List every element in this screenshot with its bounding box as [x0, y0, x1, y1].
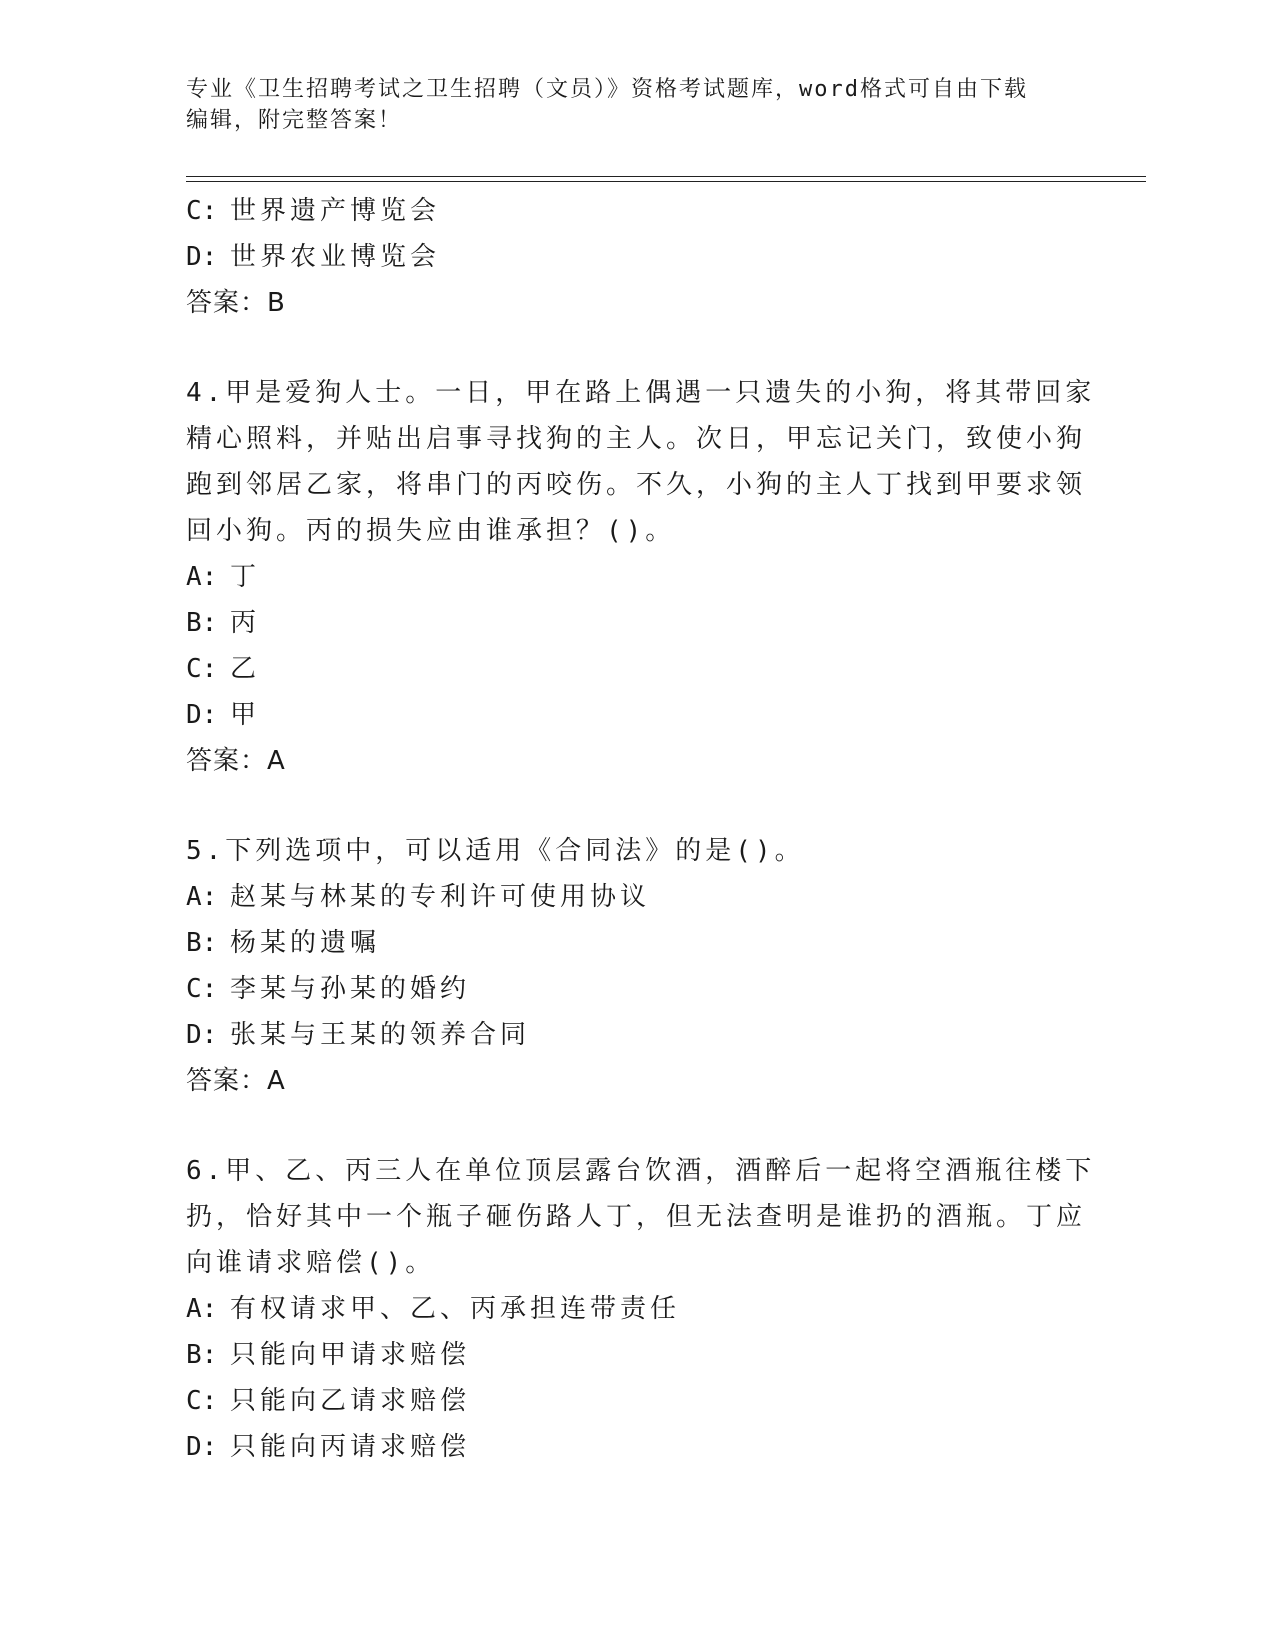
question-3-tail	[186, 188, 1086, 326]
spacer	[186, 326, 1086, 370]
option-letter: D:	[186, 700, 218, 730]
question-5	[186, 828, 1086, 1104]
option-letter: B:	[186, 928, 218, 958]
answer-line: 答案：A	[186, 1066, 286, 1096]
question-stem	[186, 828, 1086, 874]
option-d	[186, 1012, 1086, 1058]
question-stem	[186, 370, 1096, 554]
option-text: 只能向乙请求赔偿	[230, 1386, 471, 1416]
option-text: 有权请求甲、乙、丙承担连带责任	[230, 1294, 681, 1324]
answer-line: 答案：B	[186, 288, 286, 318]
option-letter: B:	[186, 608, 218, 638]
option-letter: A:	[186, 882, 218, 912]
option-letter: A:	[186, 1294, 218, 1324]
option-a	[186, 554, 1086, 600]
option-d	[186, 1424, 1086, 1470]
option-b	[186, 600, 1086, 646]
option-letter: D:	[186, 242, 218, 272]
option-text: 杨某的遗嘱	[230, 928, 381, 958]
option-letter: C:	[186, 1386, 218, 1416]
option-letter: D:	[186, 1432, 218, 1462]
stem-line: 扔，恰好其中一个瓶子砸伤路人丁，但无法查明是谁扔的酒瓶。丁应	[186, 1202, 1087, 1232]
option-text: 张某与王某的领养合同	[230, 1020, 531, 1050]
stem-line: 6.甲、乙、丙三人在单位顶层露台饮酒，酒醉后一起将空酒瓶往楼下	[186, 1156, 1096, 1186]
option-letter: C:	[186, 196, 218, 226]
option-text: 世界遗产博览会	[230, 196, 441, 226]
option-letter: C:	[186, 974, 218, 1004]
question-4	[186, 370, 1096, 784]
option-c	[186, 188, 1086, 234]
option-text: 甲	[230, 700, 261, 730]
header-line-1: 专业《卫生招聘考试之卫生招聘（文员）》资格考试题库，word格式可自由下载	[186, 77, 1028, 102]
stem-line: 精心照料，并贴出启事寻找狗的主人。次日，甲忘记关门，致使小狗	[186, 424, 1087, 454]
option-text: 只能向丙请求赔偿	[230, 1432, 471, 1462]
option-a	[186, 1286, 1086, 1332]
question-stem	[186, 1148, 1096, 1286]
header-divider	[186, 176, 1146, 182]
question-6	[186, 1148, 1096, 1470]
option-text: 只能向甲请求赔偿	[230, 1340, 471, 1370]
option-b	[186, 1332, 1086, 1378]
spacer	[186, 784, 1086, 828]
stem-line: 4.甲是爱狗人士。一日，甲在路上偶遇一只遗失的小狗，将其带回家	[186, 378, 1096, 408]
option-d	[186, 692, 1086, 738]
option-c	[186, 1378, 1086, 1424]
stem-line: 向谁请求赔偿()。	[186, 1248, 436, 1278]
option-b	[186, 920, 1086, 966]
option-text: 乙	[230, 654, 261, 684]
document-header	[186, 74, 1086, 136]
stem-line: 回小狗。丙的损失应由谁承担？()。	[186, 516, 676, 546]
option-letter: A:	[186, 562, 218, 592]
stem-line: 5.下列选项中，可以适用《合同法》的是()。	[186, 836, 805, 866]
option-text: 赵某与林某的专利许可使用协议	[230, 882, 651, 912]
option-a	[186, 874, 1086, 920]
document-body	[186, 188, 1096, 1470]
option-c	[186, 646, 1086, 692]
option-text: 李某与孙某的婚约	[230, 974, 471, 1004]
header-line-2: 编辑，附完整答案！	[186, 108, 403, 133]
option-text: 丙	[230, 608, 261, 638]
option-letter: C:	[186, 654, 218, 684]
option-letter: B:	[186, 1340, 218, 1370]
option-text: 丁	[230, 562, 261, 592]
answer-line: 答案：A	[186, 746, 286, 776]
option-c	[186, 966, 1086, 1012]
stem-line: 跑到邻居乙家，将串门的丙咬伤。不久，小狗的主人丁找到甲要求领	[186, 470, 1087, 500]
option-letter: D:	[186, 1020, 218, 1050]
option-d	[186, 234, 1086, 280]
option-text: 世界农业博览会	[230, 242, 441, 272]
spacer	[186, 1104, 1086, 1148]
